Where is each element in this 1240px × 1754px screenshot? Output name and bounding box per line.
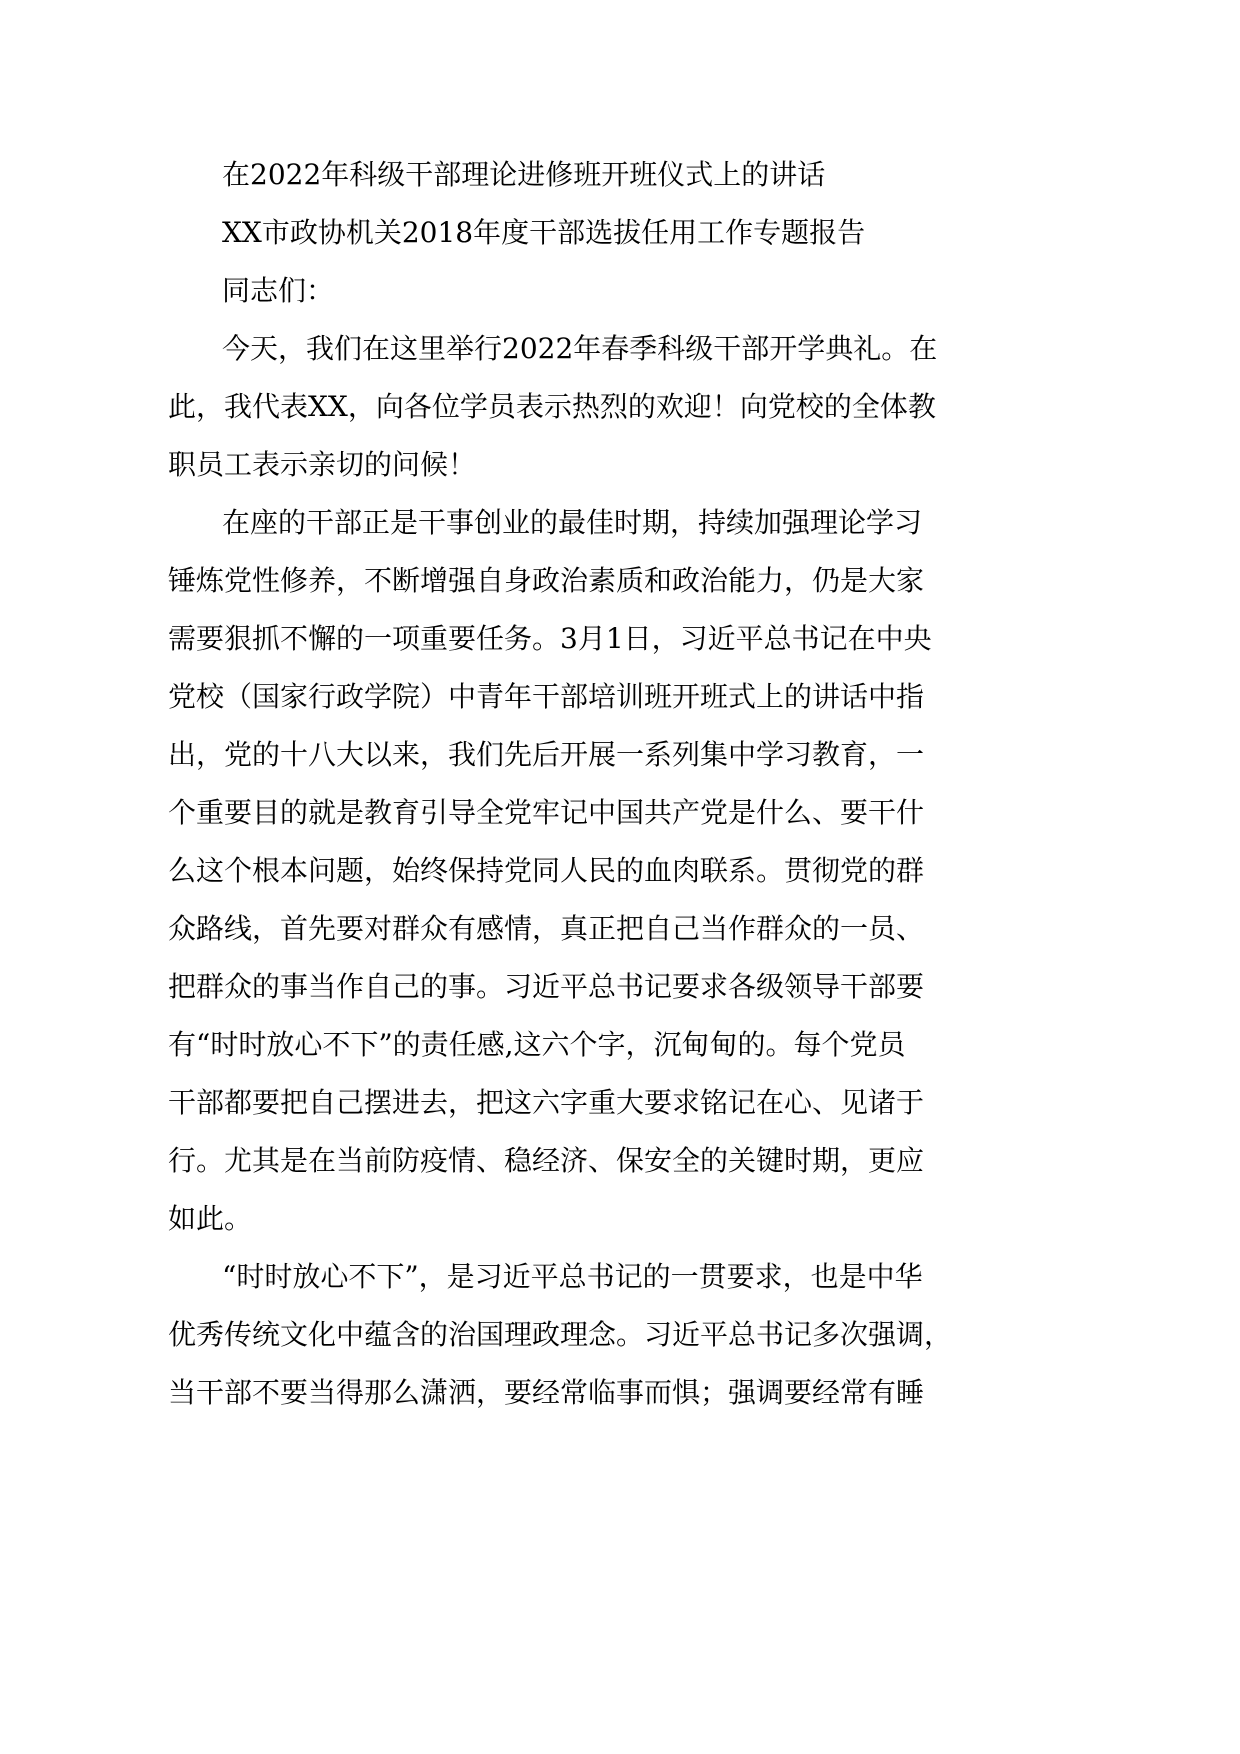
paragraph-line: 党校（国家行政学院）中青年干部培训班开班式上的讲话中指 xyxy=(168,680,925,713)
paragraph-line: 如此。 xyxy=(168,1202,253,1235)
document-heading-2: XX市政协机关2018年度干部选拔任用工作专题报告 xyxy=(222,216,866,249)
paragraph-line: 当干部不要当得那么潇洒，要经常临事而惧；强调要经常有睡 xyxy=(168,1376,925,1409)
paragraph-line: 有“时时放心不下”的责任感,这六个字，沉甸甸的。每个党员 xyxy=(168,1028,906,1061)
salutation: 同志们： xyxy=(222,274,335,307)
paragraph-line: 此，我代表XX，向各位学员表示热烈的欢迎！向党校的全体教 xyxy=(168,390,936,423)
paragraph-line: 职员工表示亲切的问候！ xyxy=(168,448,477,481)
paragraph-line: 需要狠抓不懈的一项重要任务。3月1日，习近平总书记在中央 xyxy=(168,622,932,655)
document-heading-1: 在2022年科级干部理论进修班开班仪式上的讲话 xyxy=(222,158,826,191)
paragraph-line: “时时放心不下”，是习近平总书记的一贯要求，也是中华 xyxy=(222,1260,923,1293)
paragraph-line: 干部都要把自己摆进去，把这六字重大要求铭记在心、见诸于 xyxy=(168,1086,925,1119)
paragraph-line: 么这个根本问题，始终保持党同人民的血肉联系。贯彻党的群 xyxy=(168,854,925,887)
paragraph-line: 出，党的十八大以来，我们先后开展一系列集中学习教育，一 xyxy=(168,738,925,771)
paragraph-line: 优秀传统文化中蕴含的治国理政理念。习近平总书记多次强调， xyxy=(168,1318,953,1351)
paragraph-line: 个重要目的就是教育引导全党牢记中国共产党是什么、要干什 xyxy=(168,796,925,829)
paragraph-line: 把群众的事当作自己的事。习近平总书记要求各级领导干部要 xyxy=(168,970,925,1003)
paragraph-line: 在座的干部正是干事创业的最佳时期，持续加强理论学习 xyxy=(222,506,923,539)
paragraph-line: 今天，我们在这里举行2022年春季科级干部开学典礼。在 xyxy=(222,332,938,365)
paragraph-line: 众路线，首先要对群众有感情，真正把自己当作群众的一员、 xyxy=(168,912,925,945)
paragraph-line: 锤炼党性修养，不断增强自身政治素质和政治能力，仍是大家 xyxy=(168,564,925,597)
paragraph-line: 行。尤其是在当前防疫情、稳经济、保安全的关键时期，更应 xyxy=(168,1144,925,1177)
